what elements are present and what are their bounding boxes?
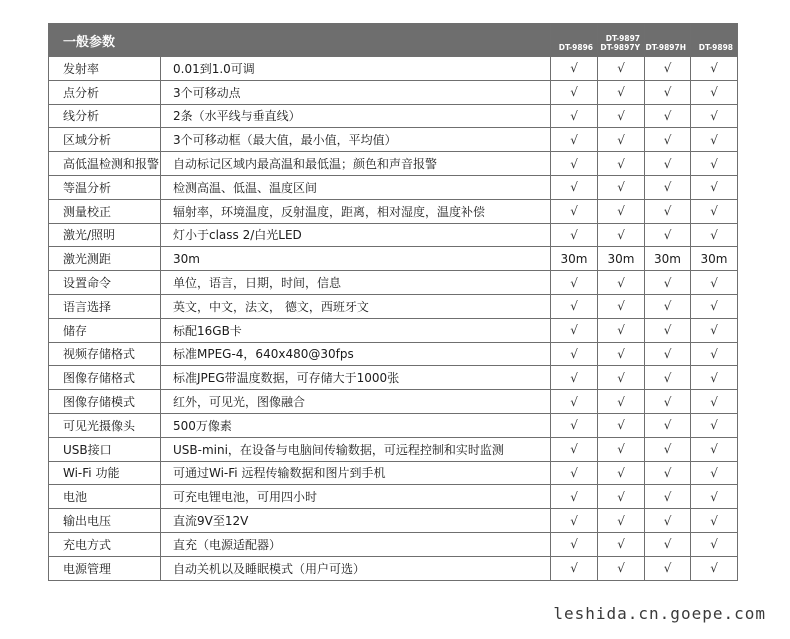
model-name: DT-9898	[698, 43, 734, 52]
check-mark-icon: √	[551, 128, 598, 152]
spec-value: 30m	[161, 247, 551, 271]
spec-name: 高低温检测和报警	[49, 152, 161, 176]
check-mark-icon: √	[551, 199, 598, 223]
table-row	[49, 366, 738, 390]
table-row	[49, 199, 738, 223]
section-title: 一般参数	[49, 24, 551, 57]
model-header	[645, 24, 691, 57]
check-mark-icon: √	[645, 532, 691, 556]
check-mark-icon: √	[598, 80, 645, 104]
check-mark-icon: √	[551, 294, 598, 318]
check-mark-icon: √	[645, 485, 691, 509]
check-mark-icon: √	[598, 271, 645, 295]
spec-value: 标准MPEG-4，640x480@30fps	[161, 342, 551, 366]
check-mark-icon: √	[691, 556, 738, 580]
spec-name: 等温分析	[49, 175, 161, 199]
check-mark-icon: √	[551, 80, 598, 104]
table-row	[49, 318, 738, 342]
check-mark-icon: √	[691, 509, 738, 533]
check-mark-icon: √	[551, 390, 598, 414]
spec-value: 单位，语言，日期，时间，信息	[161, 271, 551, 295]
check-mark-icon: √	[691, 223, 738, 247]
model-name-alt: DT-9897Y	[600, 43, 641, 52]
spec-value: 可充电锂电池，可用四小时	[161, 485, 551, 509]
spec-name: 测量校正	[49, 199, 161, 223]
check-mark-icon: √	[598, 175, 645, 199]
check-mark-icon: √	[598, 128, 645, 152]
spec-value: 标配16GB卡	[161, 318, 551, 342]
check-mark-icon: √	[598, 509, 645, 533]
spec-name: 图像存储模式	[49, 390, 161, 414]
spec-value: 自动标记区域内最高温和最低温；颜色和声音报警	[161, 152, 551, 176]
check-mark-icon: √	[598, 199, 645, 223]
table-row	[49, 271, 738, 295]
check-mark-icon: √	[645, 175, 691, 199]
check-mark-icon: √	[551, 104, 598, 128]
check-mark-icon: √	[598, 57, 645, 81]
spec-value: USB-mini，在设备与电脑间传输数据，可远程控制和实时监测	[161, 437, 551, 461]
check-mark-icon: √	[551, 413, 598, 437]
check-mark-icon: √	[598, 390, 645, 414]
table-row	[49, 104, 738, 128]
spec-value: 2条（水平线与垂直线）	[161, 104, 551, 128]
check-mark-icon: √	[551, 318, 598, 342]
table-row	[49, 80, 738, 104]
spec-value: 标准JPEG带温度数据，可存储大于1000张	[161, 366, 551, 390]
check-mark-icon: √	[598, 152, 645, 176]
table-row	[49, 556, 738, 580]
spec-value: 英文，中文，法文， 德文，西班牙文	[161, 294, 551, 318]
spec-name: 视频存储格式	[49, 342, 161, 366]
spec-name: 输出电压	[49, 509, 161, 533]
table-row	[49, 175, 738, 199]
model-name: DT-9897	[605, 34, 641, 43]
check-mark-icon: √	[598, 223, 645, 247]
check-mark-icon: √	[691, 294, 738, 318]
spec-name: 区域分析	[49, 128, 161, 152]
check-mark-icon: √	[645, 57, 691, 81]
table-row	[49, 294, 738, 318]
check-mark-icon: √	[551, 437, 598, 461]
spec-model-value: 30m	[598, 247, 645, 271]
check-mark-icon: √	[691, 413, 738, 437]
spec-name: 图像存储格式	[49, 366, 161, 390]
spec-value: 直充（电源适配器）	[161, 532, 551, 556]
check-mark-icon: √	[691, 271, 738, 295]
check-mark-icon: √	[645, 80, 691, 104]
spec-value: 500万像素	[161, 413, 551, 437]
check-mark-icon: √	[645, 437, 691, 461]
check-mark-icon: √	[691, 57, 738, 81]
spec-value: 可通过Wi-Fi 远程传输数据和图片到手机	[161, 461, 551, 485]
check-mark-icon: √	[645, 390, 691, 414]
header-row	[49, 24, 738, 57]
model-name: DT-9896	[558, 43, 594, 52]
check-mark-icon: √	[691, 152, 738, 176]
check-mark-icon: √	[551, 152, 598, 176]
spec-name: 充电方式	[49, 532, 161, 556]
spec-model-value: 30m	[551, 247, 598, 271]
check-mark-icon: √	[645, 342, 691, 366]
table-row	[49, 342, 738, 366]
table-row	[49, 532, 738, 556]
check-mark-icon: √	[645, 152, 691, 176]
check-mark-icon: √	[598, 104, 645, 128]
table-row	[49, 437, 738, 461]
spec-name: Wi-Fi 功能	[49, 461, 161, 485]
check-mark-icon: √	[551, 223, 598, 247]
check-mark-icon: √	[551, 509, 598, 533]
spec-name: 电池	[49, 485, 161, 509]
spec-value: 灯小于class 2/白光LED	[161, 223, 551, 247]
spec-name: 激光/照明	[49, 223, 161, 247]
check-mark-icon: √	[691, 104, 738, 128]
check-mark-icon: √	[645, 318, 691, 342]
check-mark-icon: √	[691, 437, 738, 461]
check-mark-icon: √	[645, 271, 691, 295]
check-mark-icon: √	[691, 175, 738, 199]
spec-name: 储存	[49, 318, 161, 342]
spec-name: 可见光摄像头	[49, 413, 161, 437]
check-mark-icon: √	[691, 532, 738, 556]
check-mark-icon: √	[645, 556, 691, 580]
table-row	[49, 152, 738, 176]
spec-model-value: 30m	[691, 247, 738, 271]
check-mark-icon: √	[691, 318, 738, 342]
check-mark-icon: √	[551, 271, 598, 295]
table-row	[49, 57, 738, 81]
check-mark-icon: √	[691, 80, 738, 104]
check-mark-icon: √	[598, 556, 645, 580]
check-mark-icon: √	[598, 294, 645, 318]
table-row	[49, 247, 738, 271]
model-header	[551, 24, 598, 57]
spec-value: 3个可移动点	[161, 80, 551, 104]
check-mark-icon: √	[598, 318, 645, 342]
check-mark-icon: √	[598, 485, 645, 509]
spec-value: 0.01到1.0可调	[161, 57, 551, 81]
spec-model-value: 30m	[645, 247, 691, 271]
check-mark-icon: √	[598, 366, 645, 390]
spec-name: 语言选择	[49, 294, 161, 318]
table-row	[49, 223, 738, 247]
spec-value: 辐射率，环境温度，反射温度，距离，相对湿度，温度补偿	[161, 199, 551, 223]
check-mark-icon: √	[691, 128, 738, 152]
check-mark-icon: √	[645, 509, 691, 533]
model-header	[691, 24, 738, 57]
spec-name: 线分析	[49, 104, 161, 128]
check-mark-icon: √	[691, 390, 738, 414]
check-mark-icon: √	[551, 366, 598, 390]
spec-value: 红外，可见光，图像融合	[161, 390, 551, 414]
check-mark-icon: √	[551, 57, 598, 81]
check-mark-icon: √	[598, 532, 645, 556]
check-mark-icon: √	[645, 294, 691, 318]
spec-table	[48, 23, 738, 581]
spec-value: 3个可移动框（最大值，最小值，平均值）	[161, 128, 551, 152]
check-mark-icon: √	[551, 556, 598, 580]
spec-value: 直流9V至12V	[161, 509, 551, 533]
check-mark-icon: √	[645, 223, 691, 247]
table-row	[49, 390, 738, 414]
check-mark-icon: √	[691, 342, 738, 366]
table-row	[49, 128, 738, 152]
check-mark-icon: √	[598, 342, 645, 366]
model-header	[598, 24, 645, 57]
table-row	[49, 413, 738, 437]
check-mark-icon: √	[598, 437, 645, 461]
spec-name: 设置命令	[49, 271, 161, 295]
check-mark-icon: √	[691, 485, 738, 509]
check-mark-icon: √	[551, 532, 598, 556]
check-mark-icon: √	[645, 104, 691, 128]
spec-value: 自动关机以及睡眠模式（用户可选）	[161, 556, 551, 580]
check-mark-icon: √	[645, 128, 691, 152]
check-mark-icon: √	[551, 342, 598, 366]
check-mark-icon: √	[691, 366, 738, 390]
table-row	[49, 485, 738, 509]
spec-name: 激光测距	[49, 247, 161, 271]
table-row	[49, 509, 738, 533]
spec-name: USB接口	[49, 437, 161, 461]
check-mark-icon: √	[551, 485, 598, 509]
check-mark-icon: √	[551, 461, 598, 485]
check-mark-icon: √	[598, 461, 645, 485]
spec-name: 发射率	[49, 57, 161, 81]
watermark: leshida.cn.goepe.com	[553, 604, 766, 623]
spec-name: 电源管理	[49, 556, 161, 580]
check-mark-icon: √	[645, 199, 691, 223]
check-mark-icon: √	[645, 413, 691, 437]
spec-value: 检测高温、低温、温度区间	[161, 175, 551, 199]
check-mark-icon: √	[645, 461, 691, 485]
model-name: DT-9897H	[645, 43, 687, 52]
check-mark-icon: √	[645, 366, 691, 390]
check-mark-icon: √	[691, 199, 738, 223]
check-mark-icon: √	[551, 175, 598, 199]
spec-name: 点分析	[49, 80, 161, 104]
check-mark-icon: √	[691, 461, 738, 485]
check-mark-icon: √	[598, 413, 645, 437]
table-row	[49, 461, 738, 485]
